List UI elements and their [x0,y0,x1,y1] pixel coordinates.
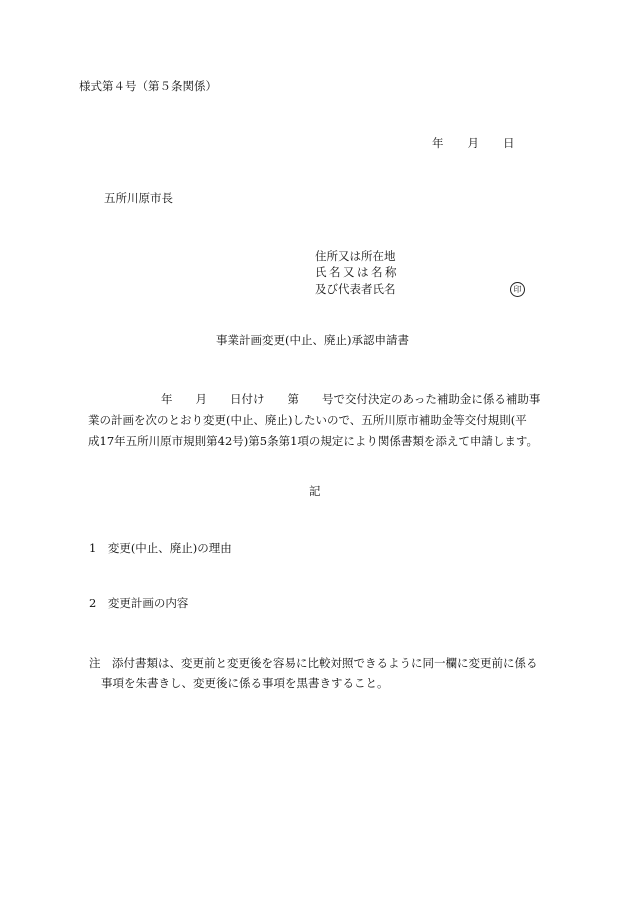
date-day-label: 日 [503,136,515,150]
recipient: 五所川原市長 [104,191,173,205]
note [89,653,559,693]
date-line [432,138,515,150]
date-month-label: 月 [467,136,479,150]
body-paragraph [88,389,558,452]
body-line: 成17年五所川原市規則第42号)第5条第1項の規定により関係書類を添えて申請します。 [88,434,538,448]
date-year-label: 年 [432,136,444,150]
ki-heading: 記 [309,484,321,498]
address-label: 住所又は所在地 [315,249,396,263]
body-line: 年 月 日付け 第 号で交付決定のあった補助金に係る補助事 [161,392,541,406]
name-label: 氏名又は名称 [315,265,399,279]
representative-label: 及び代表者氏名 [315,282,396,296]
item-change-reason: 1 変更(中止、廃止)の理由 [89,541,232,555]
document-title: 事業計画変更(中止、廃止)承認申請書 [216,333,409,347]
note-line: 事項を朱書きし、変更後に係る事項を黒書きすること。 [101,676,389,690]
body-line: 業の計画を次のとおり変更(中止、廃止)したいので、五所川原市補助金等交付規則(平 [88,413,527,427]
note-line: 注 添付書類は、変更前と変更後を容易に比較対照できるように同一欄に変更前に係る [89,656,538,670]
item-change-plan: 2 変更計画の内容 [89,596,189,610]
form-number: 様式第４号（第５条関係） [79,79,217,93]
seal-mark: 印 [510,282,525,297]
